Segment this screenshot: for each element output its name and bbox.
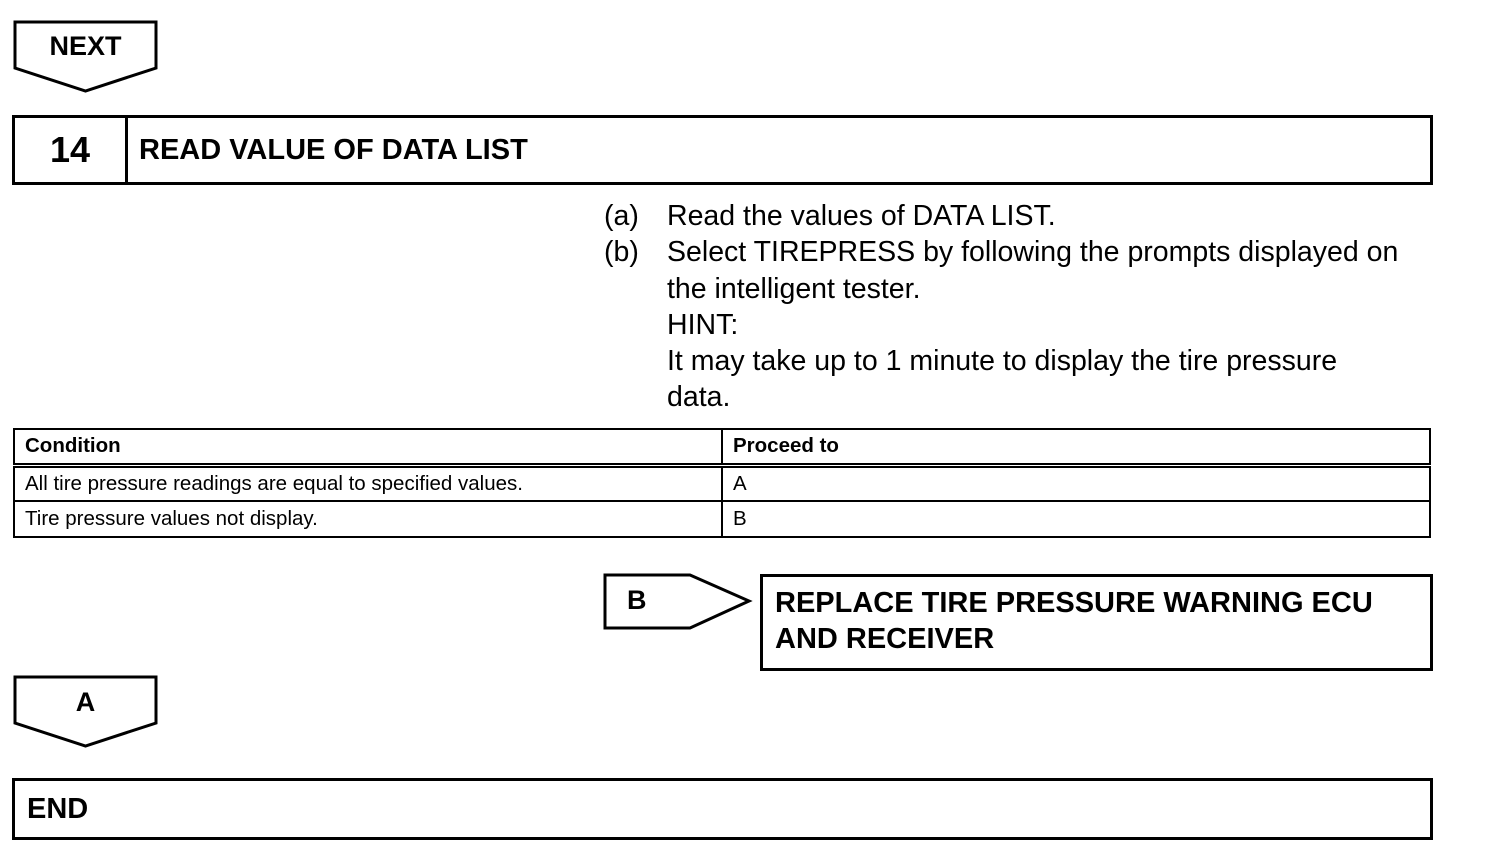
proceed-cell: B xyxy=(722,501,1430,537)
condition-cell: Tire pressure values not display. xyxy=(14,501,722,537)
header-proceed-to: Proceed to xyxy=(722,429,1430,465)
instruction-b xyxy=(604,234,1434,307)
b-label: B xyxy=(627,585,647,615)
hint-label: HINT: xyxy=(667,308,739,341)
instruction-a-marker: (a) xyxy=(604,200,639,232)
proceed-cell: A xyxy=(722,465,1430,501)
right-arrow-shape xyxy=(603,573,753,631)
step-header xyxy=(12,115,1433,185)
b-flow-arrow xyxy=(603,573,753,631)
instruction-a-text: Read the values of DATA LIST. xyxy=(667,200,1056,232)
hint-text: It may take up to 1 minute to display the tire pressure data. xyxy=(667,345,1338,414)
step-number: 14 xyxy=(15,118,128,182)
condition-cell: All tire pressure readings are equal to specified values. xyxy=(14,465,722,501)
instruction-a xyxy=(604,198,1434,234)
instructions xyxy=(604,198,1434,416)
instruction-b-text: Select TIREPRESS by following the prompts displayed on the intelligent tester. xyxy=(667,236,1399,305)
table-row xyxy=(14,465,1430,501)
table-row xyxy=(14,501,1430,537)
table-header-row xyxy=(14,429,1430,465)
result-b-box: REPLACE TIRE PRESSURE WARNING ECU AND RECEIVER xyxy=(760,574,1433,671)
instruction-b-marker: (b) xyxy=(604,236,639,269)
next-label: NEXT xyxy=(49,31,122,61)
a-label: A xyxy=(75,687,96,717)
a-flow-arrow xyxy=(13,675,158,748)
header-condition: Condition xyxy=(14,429,722,465)
condition-table xyxy=(13,428,1431,538)
end-box: END xyxy=(12,778,1433,840)
step-title: READ VALUE OF DATA LIST xyxy=(139,133,528,166)
next-flow-arrow xyxy=(13,20,158,93)
